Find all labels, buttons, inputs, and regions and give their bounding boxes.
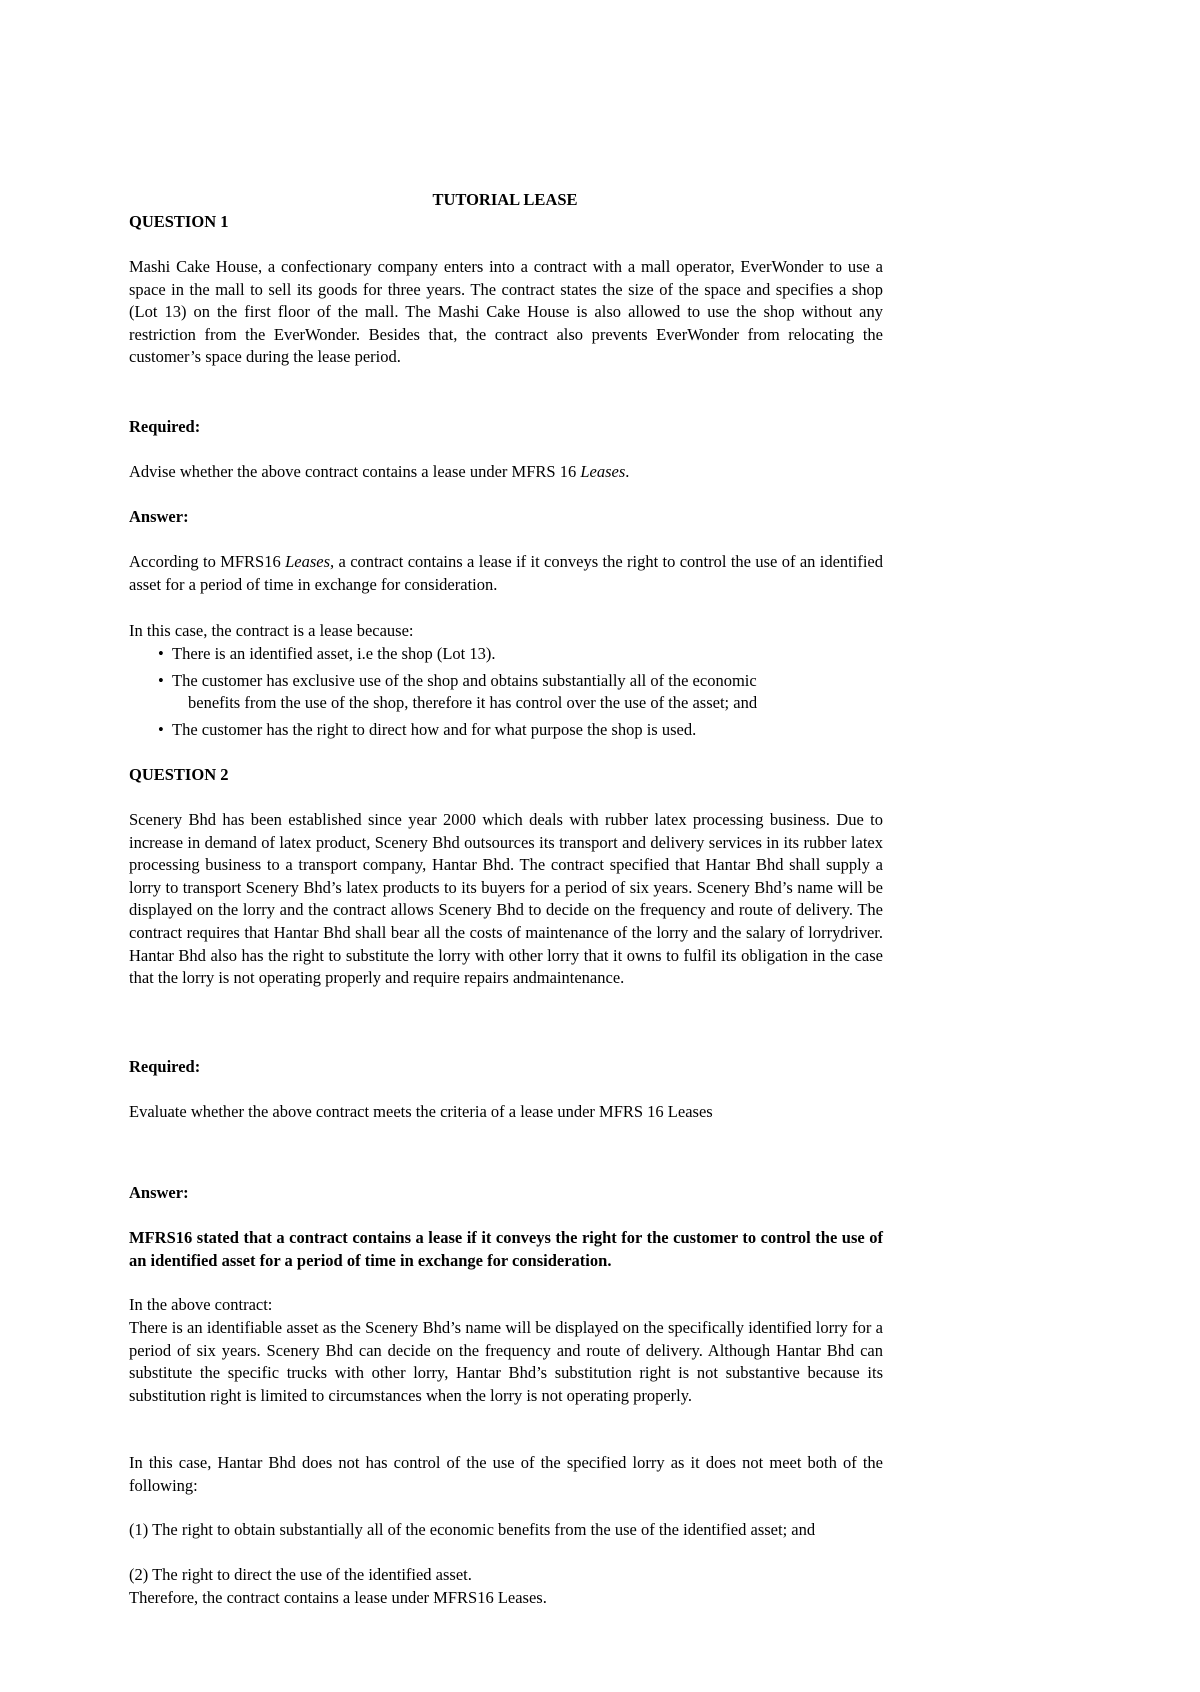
question-1-case-intro: In this case, the contract is a lease because: (129, 621, 414, 640)
question-2-heading: QUESTION 2 (129, 765, 229, 784)
question-1-required-text (129, 461, 883, 484)
question-2-required-text: Evaluate whether the above contract meets the criteria of a lease under MFRS 16 Leases (129, 1102, 713, 1121)
bullet-text: The customer has the right to direct how and for what purpose the shop is used. (172, 719, 697, 739)
bullet-text: The customer has exclusive use of the shop and obtains substantially all of the economic (172, 670, 757, 690)
question-1-required-label: Required: (129, 417, 201, 436)
question-1-answer-label: Answer: (129, 507, 189, 526)
question-2-point-1: (1) The right to obtain substantially all of the economic benefits from the use of the identified asset; and (129, 1520, 816, 1539)
list-item (158, 719, 884, 742)
question-1-bullet-list (158, 643, 884, 745)
question-2-required-label: Required: (129, 1057, 201, 1076)
bullet-text: There is an identified asset, i.e the shop (Lot 13). (172, 644, 496, 663)
question-2-contract-intro: In the above contract: (129, 1295, 273, 1314)
document-title: TUTORIAL LEASE (432, 190, 578, 209)
question-2-answer-bold: MFRS16 stated that a contract contains a lease if it conveys the right for the customer to control the use of an identified asset for a period of time in exchange for consideration. (129, 1228, 883, 1270)
question-1-heading: QUESTION 1 (129, 212, 229, 231)
question-1-body: Mashi Cake House, a confectionary company enters into a contract with a mall operator, EverWonder to use a space in the mall to sell its goods for three years. The contract states the size of the space and specifies a shop (Lot 13) on the first floor of the mall. The Mashi Cake House is also allowed to use the shop without any restriction from the EverWonder. Besides that, the contract also prevents EverWonder from relocating the customer’s space during the lease period. (129, 257, 883, 367)
question-2-conclusion: Therefore, the contract contains a lease under MFRS16 Leases. (129, 1588, 547, 1607)
answer-text-rest: a contract contains a lease if it conveys the right to control the use of an identified asset for a period of time in exchange for consideration. (129, 552, 883, 594)
question-2-body: Scenery Bhd has been established since year 2000 which deals with rubber latex processing business. Due to increase in demand of latex product, Scenery Bhd outsources its transport and delivery services in its rubber latex processing business to a transport company, Hantar Bhd. The contract specified that Hantar Bhd shall supply a lorry to transport Scenery Bhd’s latex products to its buyers for a period of six years. Scenery Bhd’s name will be displayed on the lorry and the contract allows Scenery Bhd to decide on the frequency and route of delivery. The contract requires that Hantar Bhd shall bear all the costs of maintenance of the lorry and the salary of lorrydriver. Hantar Bhd also has the right to substitute the lorry with other lorry that it owns to fulfil its obligation in the case that the lorry is not operating properly and require repairs andmaintenance. (129, 810, 883, 988)
required-text-end: . (625, 462, 630, 481)
question-2-point-2: (2) The right to direct the use of the identified asset. (129, 1565, 472, 1584)
answer-text-italic: Leases, (285, 552, 335, 571)
question-1-answer-text (129, 551, 883, 596)
bullet-icon: • (158, 644, 164, 663)
list-item (158, 670, 884, 715)
required-text-part: Advise whether the above contract contains a lease under MFRS 16 (129, 462, 581, 481)
question-2-answer-label: Answer: (129, 1183, 189, 1202)
required-text-italic: Leases (580, 462, 626, 481)
answer-text-part: According to MFRS16 (129, 552, 286, 571)
bullet-icon: • (158, 719, 164, 739)
question-2-case-text: In this case, Hantar Bhd does not has control of the use of the specified lorry as it does not meet both of the following: (129, 1453, 883, 1495)
bullet-icon: • (158, 670, 164, 690)
list-item (158, 643, 884, 666)
bullet-text-continuation: benefits from the use of the shop, therefore it has control over the use of the asset; and (188, 693, 758, 713)
question-2-contract-body: There is an identifiable asset as the Scenery Bhd’s name will be displayed on the specifically identified lorry for a period of six years. Scenery Bhd can decide on the frequency and route of delivery. Although Hantar Bhd can substitute the specific trucks with other lorry, Hantar Bhd’s substitution right is not substantive because its substitution right is limited to circumstances when the lorry is not operating properly. (129, 1318, 883, 1405)
